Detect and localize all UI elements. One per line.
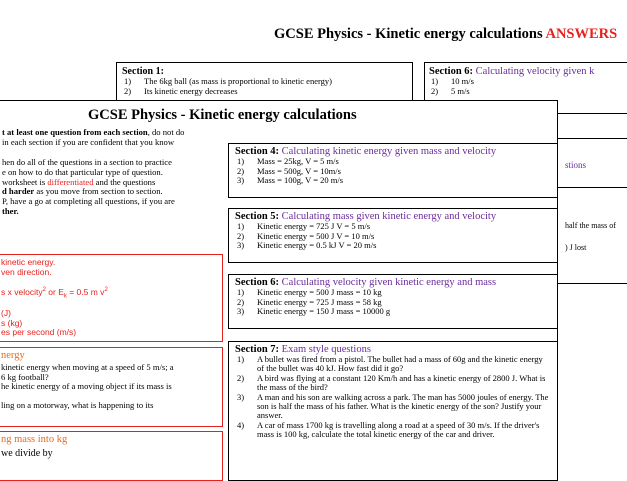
formula-unit-mass: s (kg) (1, 317, 23, 328)
answers-section1-heading: Section 1: (122, 66, 164, 77)
worksheet-front (0, 100, 558, 471)
section7-box: Section 7: Exam style questions 1) A bullet was fired from a pistol. The bullet had a mass of 60g and the kinetic energy of the bullet was 40 kJ. How fast did it go? 2) A bird was flying at a constant 120 Km/h and has a kinetic energy of 2800 J. What is the mass of the bird? 3) A man and his son are walking across a park. The man has 5000 joules of energy. The son is half the mass of his father. What is the kinetic energy of the son? Justify your answer. 4) A car of mass 1700 kg is travelling along a road at a speed of 30 m/s. If the driver's mass is 100 kg, calculate the total kinetic energy of the car and driver. (228, 341, 558, 481)
list-item: 2) Its kinetic energy decreases (124, 85, 238, 96)
answers-fragment-questions: stions (565, 160, 587, 170)
left-section-heading: nergy (1, 350, 25, 361)
section6-box: Section 6: Calculating velocity given kinetic energy and mass 1) Kinetic energy = 500 J mass = 10 kg 2) Kinetic energy = 725 J mass = 58 kg 3) Kinetic energy = 150 J mass = 10000 g (228, 274, 558, 329)
instructions-block: t at least one question from each section, do not do in each section if you are confident that you know hen do all of the questions in a section to practice e on how to do that particular type of question. worksheet is differentiated and the questions d harder as you move from section to section. P, have a go at completing all questions, if you are ther. (2, 127, 185, 217)
list-item: 1) Kinetic energy = 500 J mass = 10 kg (237, 287, 382, 297)
formula-unit-velocity: es per second (m/s) (1, 327, 77, 338)
list-item: 2) A bird was flying at a constant 120 Km/h and has a kinetic energy of 2800 J. What is the mass of the bird? (237, 372, 546, 393)
list-item: 3) Kinetic energy = 0.5 kJ V = 20 m/s (237, 240, 377, 251)
section4-box: Section 4: Calculating kinetic energy given mass and velocity 1) Mass = 25kg, V = 5 m/s 2) Mass = 500g, V = 10m/s 3) Mass = 100g, V = 20 m/s (228, 143, 558, 198)
answers-right-edge (557, 138, 627, 299)
section5-box: Section 5: Calculating mass given kinetic energy and velocity 1) Kinetic energy = 725 J V = 5 m/s 2) Kinetic energy = 500 J V = 10 m/s 3) Kinetic energy = 0.5 kJ V = 20 m/s (228, 208, 558, 263)
list-item: 1) Mass = 25kg, V = 5 m/s (237, 156, 339, 166)
left-section-box: nergy kinetic energy when moving at a speed of 5 m/s; a 6 kg football? he kinetic energy of a moving object if its mass is ling on a motorway, what is happening to its (0, 347, 223, 427)
list-item: 3) Mass = 100g, V = 20 m/s (237, 175, 344, 186)
list-item: 2) 5 m/s (431, 85, 470, 96)
answers-fragment-half-mass: half the mass of (565, 221, 616, 230)
answers-section1-list (122, 77, 407, 96)
answers-fragment-j-lost: ) J lost (565, 243, 587, 252)
list-item: 3) Kinetic energy = 150 J mass = 10000 g (237, 306, 391, 317)
list-item: 1) 10 m/s (431, 76, 474, 86)
list-item: 3) A man and his son are walking across a park. The man has 5000 joules of energy. The son is half the mass of his father. What is the kinetic energy of the son? Justify your answer. (237, 391, 549, 421)
answers-section6-heading: Section 6: Calculating velocity given k (429, 66, 595, 77)
formula-line-2: ven direction. (1, 266, 52, 277)
formula-unit-energy: (J) (1, 308, 11, 319)
worksheet-title: GCSE Physics - Kinetic energy calculations (88, 107, 357, 123)
list-item: 2) Kinetic energy = 500 J V = 10 m/s (237, 230, 375, 241)
left-bottom-text: we divide by (1, 448, 53, 459)
answers-sheet (0, 0, 627, 110)
list-item: 1) A bullet was fired from a pistol. The bullet had a mass of 60g and the kinetic energy of the bullet was 40 kJ. How fast did it go? (237, 354, 543, 374)
left-bottom-box (0, 431, 223, 481)
formula-equation: s x velocity$^2$ or $E_k = 0.5$ m $v^2$ (1, 286, 108, 300)
left-bottom-heading: ng mass into kg (1, 434, 68, 445)
list-item: 4) A car of mass 1700 kg is travelling along a road at a speed of 30 m/s. If the driver's mass is 100 kg, calculate the total kinetic energy of the car and driver. (237, 419, 540, 440)
answers-title-suffix: ANSWERS (545, 26, 618, 42)
formula-box (0, 254, 223, 342)
answers-title-text: GCSE Physics - Kinetic energy calculations (274, 26, 543, 42)
list-item: 2) Kinetic energy = 725 J mass = 58 kg (237, 296, 382, 307)
list-item: 1) Kinetic energy = 725 J V = 5 m/s (237, 221, 370, 231)
answers-section6-list (429, 77, 627, 96)
formula-line-1: kinetic energy. (1, 257, 56, 267)
list-item: 1) The 6kg ball (as mass is proportional to kinetic energy) (124, 76, 332, 86)
answers-title (274, 26, 627, 43)
list-item: 2) Mass = 500g, V = 10m/s (237, 165, 341, 176)
